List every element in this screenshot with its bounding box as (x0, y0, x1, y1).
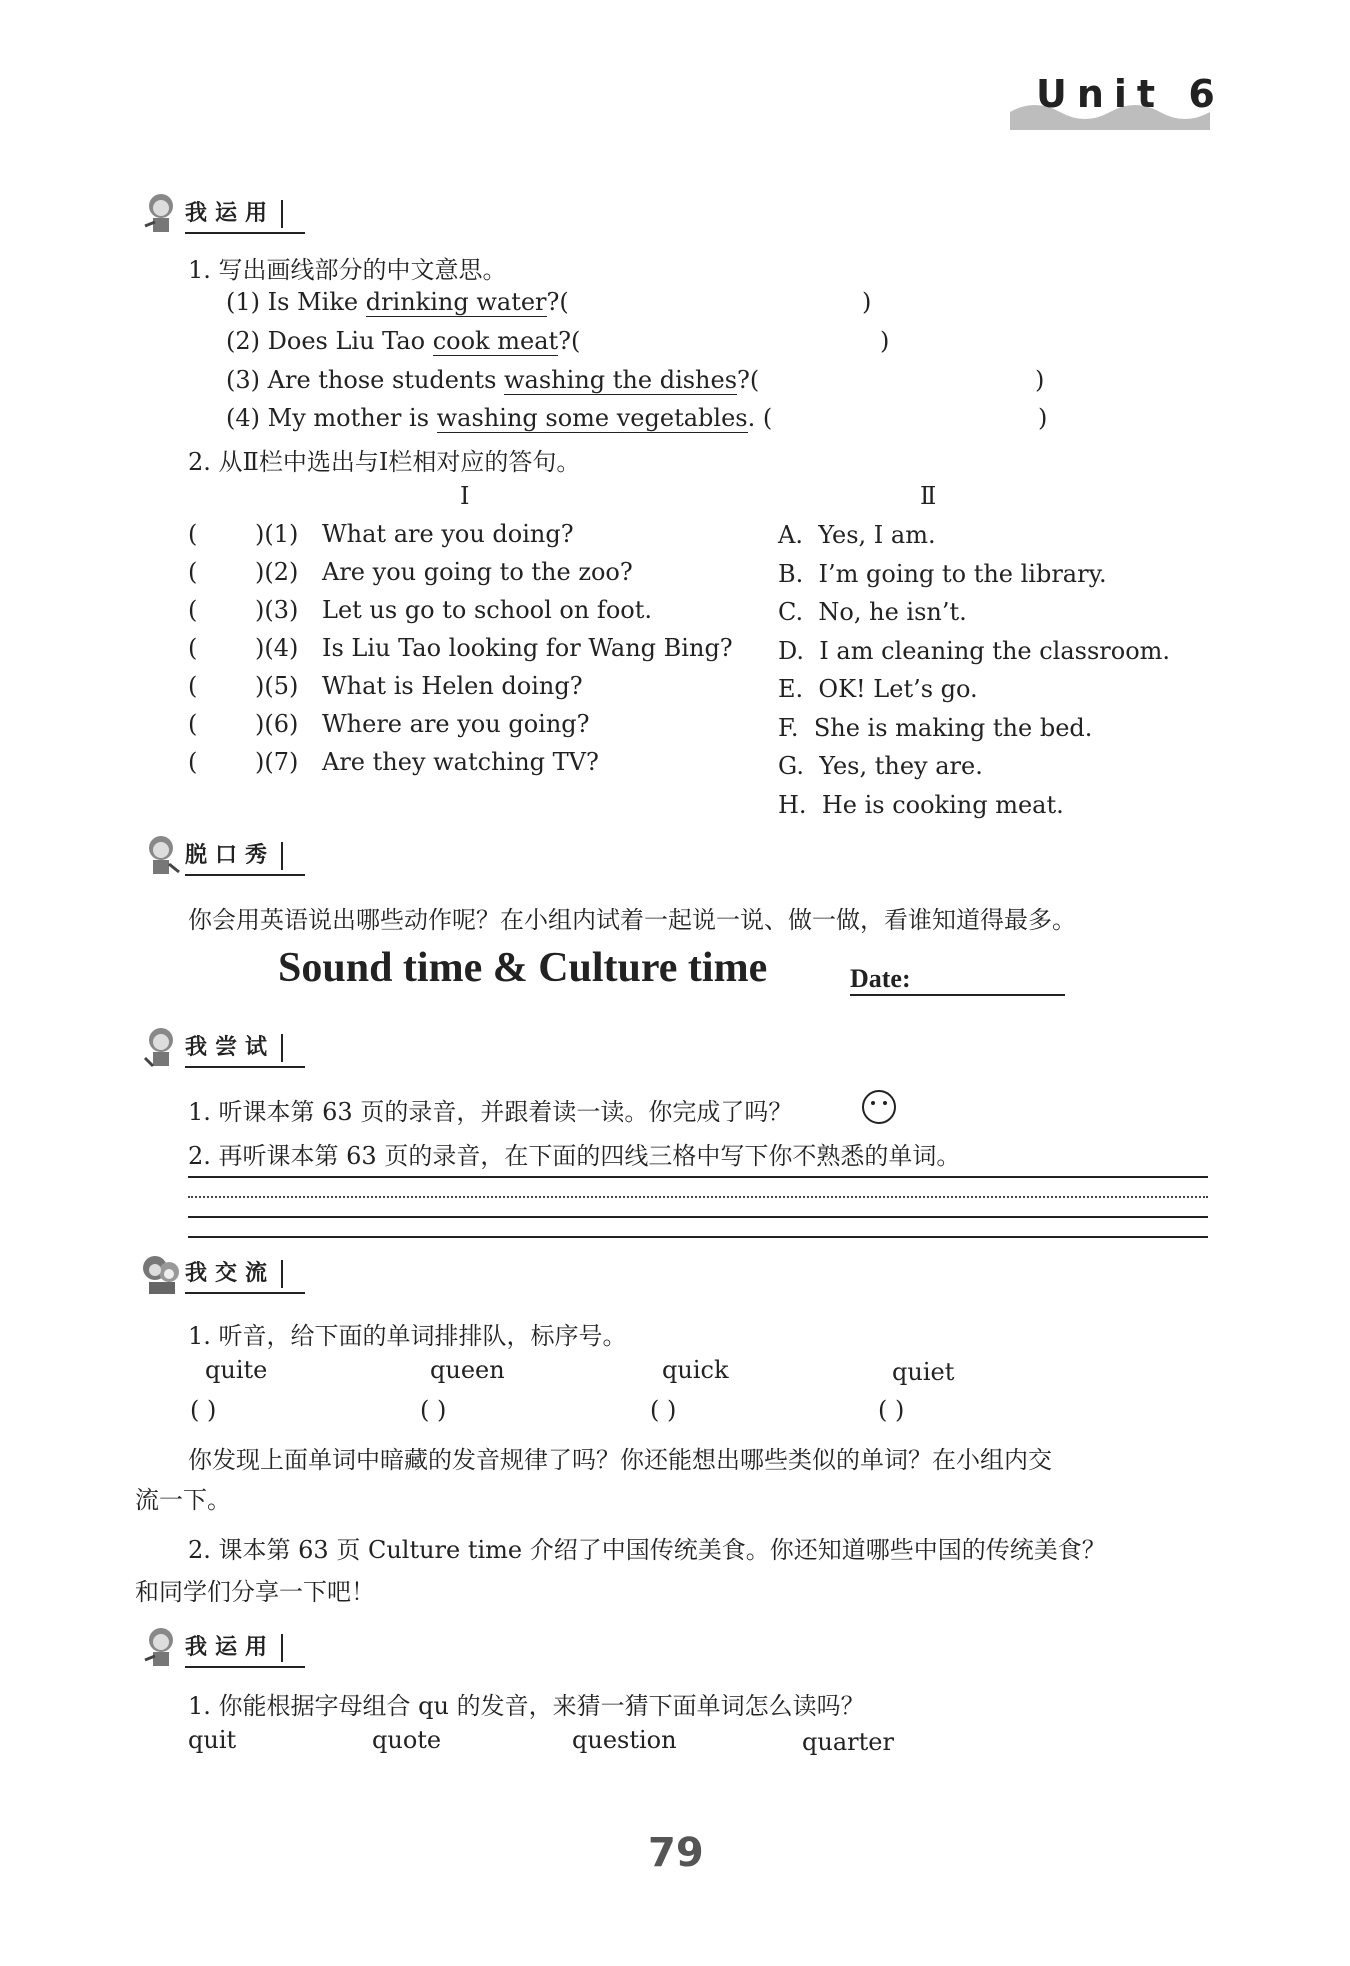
talk-show-text: 你会用英语说出哪些动作呢？在小组内试着一起说一说、做一做，看谁知道得最多。 (188, 906, 1076, 934)
translate-item-2: (2) Does Liu Tao cook meat?( (226, 327, 581, 355)
translate-item-1: (1) Is Mike drinking water?( (226, 288, 569, 316)
try-question-1: 1. 听课本第 63 页的录音，并跟着读一读。你完成了吗？ (188, 1098, 793, 1126)
girl-mascot-icon (135, 188, 187, 240)
match-question-text: Are you going to the zoo? (322, 558, 633, 586)
match-question-number: )(6) (255, 710, 299, 738)
order-word-1: quite (205, 1356, 268, 1384)
match-question-number: )(2) (255, 558, 299, 586)
match-answer-E: E. OK! Let’s go. (778, 675, 978, 703)
section-label: 我交流 (185, 1260, 283, 1288)
question-2-title: 2. 从Ⅱ栏中选出与Ⅰ栏相对应的答句。 (188, 448, 581, 476)
match-question-row: ( (188, 672, 198, 700)
translate-item-3: (3) Are those students washing the dishes?( (226, 366, 760, 394)
match-question-number: )(7) (255, 748, 299, 776)
match-answer-D: D. I am cleaning the classroom. (778, 637, 1171, 665)
section-rule (185, 232, 305, 234)
match-question-text: Let us go to school on foot. (322, 596, 652, 624)
exchange-question-2-line-2: 和同学们分享一下吧！ (135, 1578, 375, 1606)
order-blank-2: ( ) (420, 1396, 447, 1424)
answer-blank-close: ) (880, 327, 890, 355)
match-answer-F: F. She is making the bed. (778, 714, 1093, 742)
exchange-paragraph-line-2: 流一下。 (135, 1486, 231, 1514)
guess-word-2: quote (372, 1726, 442, 1754)
writing-line-1 (188, 1176, 1208, 1178)
match-question-row: ( (188, 748, 198, 776)
section-rule (185, 1666, 305, 1668)
page-number: 79 (648, 1830, 704, 1876)
match-question-number: )(3) (255, 596, 299, 624)
column-2-head: Ⅱ (920, 482, 937, 510)
guess-word-4: quarter (802, 1728, 894, 1756)
match-question-row: ( (188, 596, 198, 624)
match-question-number: )(4) (255, 634, 299, 662)
girl-mascot-icon (135, 1622, 187, 1674)
translate-item-4: (4) My mother is washing some vegetables. ( (226, 404, 773, 432)
underlined-phrase: washing the dishes (504, 366, 738, 394)
section-label: 我运用 (185, 1634, 283, 1662)
match-question-text: What is Helen doing? (322, 672, 583, 700)
underlined-phrase: drinking water (365, 288, 547, 316)
writing-line-4 (188, 1236, 1208, 1238)
section-rule (185, 1292, 305, 1294)
girl-mascot-icon (135, 830, 187, 882)
underlined-phrase: cook meat (432, 327, 559, 355)
match-question-number: )(5) (255, 672, 299, 700)
match-question-text: Is Liu Tao looking for Wang Bing? (322, 634, 733, 662)
unit-banner (1010, 66, 1225, 132)
page-title: Sound time & Culture time (278, 945, 768, 991)
match-answer-G: G. Yes, they are. (778, 752, 983, 780)
match-answer-C: C. No, he isn’t. (778, 598, 967, 626)
try-question-2: 2. 再听课本第 63 页的录音，在下面的四线三格中写下你不熟悉的单词。 (188, 1142, 961, 1170)
match-question-text: What are you doing? (322, 520, 574, 548)
smiley-face-icon (860, 1088, 898, 1126)
date-line (850, 994, 1065, 996)
order-blank-4: ( ) (878, 1396, 905, 1424)
order-blank-1: ( ) (190, 1396, 217, 1424)
answer-blank-close: ) (862, 288, 872, 316)
guess-word-1: quit (188, 1726, 237, 1754)
section-rule (185, 874, 305, 876)
section-label: 脱口秀 (185, 842, 283, 870)
section-label: 我运用 (185, 200, 283, 228)
girl-mascot-icon (135, 1022, 187, 1074)
exchange-paragraph-line-1: 你发现上面单词中暗藏的发音规律了吗？你还能想出哪些类似的单词？在小组内交 (188, 1446, 1052, 1474)
writing-line-2 (188, 1196, 1208, 1198)
match-question-row: ( (188, 558, 198, 586)
order-blank-3: ( ) (650, 1396, 677, 1424)
writing-line-3 (188, 1216, 1208, 1218)
exchange-question-2-line-1: 2. 课本第 63 页 Culture time 介绍了中国传统美食。你还知道哪些中国的传统美食？ (188, 1536, 1106, 1564)
practice-question-1: 1. 你能根据字母组合 qu 的发音，来猜一猜下面单词怎么读吗？ (188, 1692, 865, 1720)
match-question-row: ( (188, 520, 198, 548)
match-question-text: Are they watching TV? (322, 748, 599, 776)
order-word-4: quiet (892, 1358, 955, 1386)
match-answer-H: H. He is cooking meat. (778, 791, 1064, 819)
match-answer-B: B. I’m going to the library. (778, 560, 1107, 588)
boy-girl-mascot-icon (135, 1248, 187, 1300)
answer-blank-close: ) (1038, 404, 1048, 432)
section-label: 我尝试 (185, 1034, 283, 1062)
answer-blank-close: ) (1035, 366, 1045, 394)
exchange-question-1: 1. 听音，给下面的单词排排队，标序号。 (188, 1322, 627, 1350)
section-rule (185, 1066, 305, 1068)
match-question-row: ( (188, 710, 198, 738)
match-question-row: ( (188, 634, 198, 662)
match-question-number: )(1) (255, 520, 299, 548)
order-word-2: queen (430, 1356, 505, 1384)
underlined-phrase: washing some vegetables (436, 404, 748, 432)
question-1-title: 1. 写出画线部分的中文意思。 (188, 256, 507, 284)
order-word-3: quick (662, 1356, 729, 1384)
guess-word-3: question (572, 1726, 677, 1754)
match-answer-A: A. Yes, I am. (778, 521, 936, 549)
column-1-head: Ⅰ (460, 482, 470, 510)
date-label: Date: (850, 964, 911, 993)
match-question-text: Where are you going? (322, 710, 590, 738)
unit-title: Unit 6 (1036, 72, 1225, 116)
